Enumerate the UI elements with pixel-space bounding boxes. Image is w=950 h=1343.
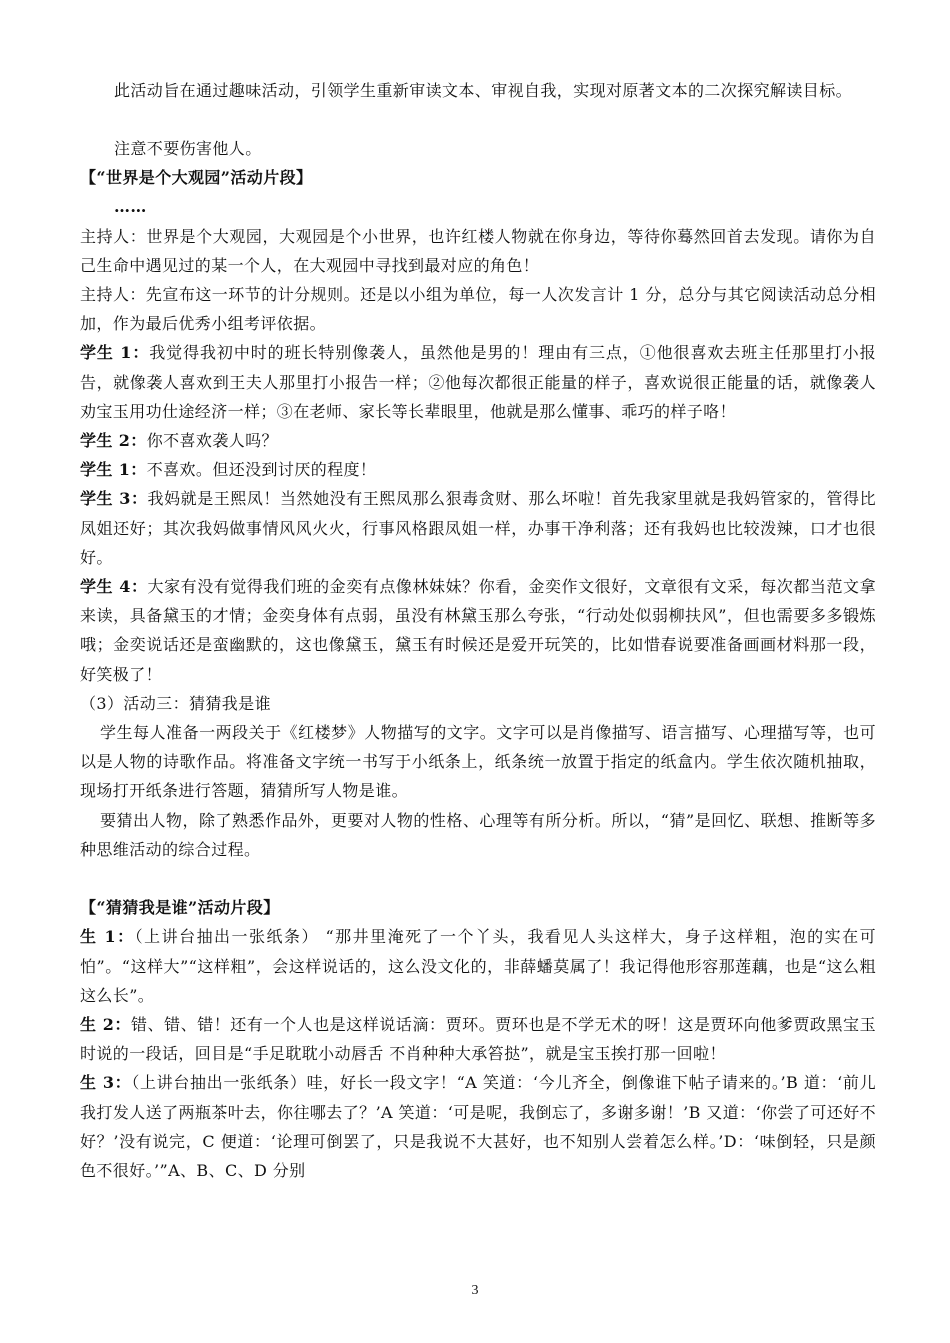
activity-3-description: 学生每人准备一两段关于《红楼梦》人物描写的文字。文字可以是肖像描写、语言描写、心理描写等，也可以是人物的诗歌作品。将准备文字统一书写于小纸条上，纸条统一放置于指定的纸盒内。学生依次随机抽取，现场打开纸条进行答题，猜猜所写人物是谁。 xyxy=(80,723,876,801)
dialogue-text: 你不喜欢袭人吗？ xyxy=(146,431,278,451)
caution-paragraph: 注意不要伤害他人。 xyxy=(114,139,262,158)
dialogue-line-student-1b xyxy=(80,455,876,484)
intro-paragraph: 此活动旨在通过趣味活动，引领学生重新审读文本、审视自我，实现对原著文本的二次探究解读目标。 xyxy=(114,81,853,100)
dialogue-line-guess-3 xyxy=(80,1068,876,1185)
dialogue-text: 世界是个大观园，大观园是个小世界，也许红楼人物就在你身边，等待你蓦然回首去发现。请你为自己生命中遇见过的某一个人，在大观园中寻找到最对应的角色！ xyxy=(80,226,876,275)
blank-line xyxy=(80,864,876,893)
dialogue-text: 大家有没有觉得我们班的金奕有点像林妹妹？你看，金奕作文很好，文章很有文采，每次都当范文拿来读，具备黛玉的才情；金奕身体有点弱，虽没有林黛玉那么夸张，“行动处似弱柳扶风”，但也需要多多锻炼哦；金奕说话还是蛮幽默的，这也像黛玉，黛玉有时候还是爱开玩笑的，比如惜春说要准备画画材料那一段，好笑极了！ xyxy=(80,577,876,684)
dialogue-text: 错、错、错！还有一个人也是这样说话滴：贾环。贾环也是不学无术的呀！这是贾环向他爹贾政黑宝玉时说的一段话，回目是“手足耽耽小动唇舌 不肖种种大承笞挞”，就是宝玉挨打那一回啦！ xyxy=(80,1015,876,1064)
dialogue-line-student-1a xyxy=(80,338,876,426)
activity-3-heading: （3）活动三：猜猜我是谁 xyxy=(80,693,271,713)
dialogue-line-host-2 xyxy=(80,280,876,338)
speaker-label: 生 2： xyxy=(80,1015,131,1035)
dialogue-line-host-1 xyxy=(80,222,876,280)
speaker-label: 学生 3： xyxy=(80,489,148,509)
speaker-label: 生 3： xyxy=(80,1073,132,1093)
dialogue-text: （上讲台抽出一张纸条）哇，好长一段文字！“A 笑道：‘今儿齐全，倒像谁下帖子请来的。’B 道：‘前儿我打发人送了两瓶茶叶去，你往哪去了？’A 笑道：‘可是呢，我倒忘了，多谢多谢！’B 又道：‘你尝了可还好不好？’没有说完，C 便道：‘论理可倒罢了，只是我说不大甚好，也不知别人尝着怎么样。’D：‘味倒轻，只是颜色不很好。’”A、B、C、D 分别 xyxy=(80,1073,876,1181)
dialogue-text: 我妈就是王熙凤！当然她没有王熙凤那么狠毒贪财、那么坏啦！首先我家里就是我妈管家的，管得比凤姐还好；其次我妈做事情风风火火，行事风格跟凤姐一样，办事干净利落；还有我妈也比较泼辣，口才也很好。 xyxy=(80,489,876,567)
speaker-label: 学生 2： xyxy=(80,431,147,451)
dialogue-text: （上讲台抽出一张纸条） “那井里淹死了一个丫头，我看见人头这样大，身子这样粗，泡的实在可怕”。“这样大”“这样粗”，会这样说话的，这么没文化的，非薛蟠莫属了！我记得他形容那莲藕，也是“这么粗这么长”。 xyxy=(80,927,876,1005)
dialogue-line-student-4 xyxy=(80,572,876,689)
dialogue-text: 我觉得我初中时的班长特别像袭人，虽然他是男的！理由有三点，①他很喜欢去班主任那里打小报告，就像袭人喜欢到王夫人那里打小报告一样；②他每次都很正能量的样子，喜欢说很正能量的话，就像袭人劝宝玉用功仕途经济一样；③在老师、家长等长辈眼里，他就是那么懂事、乖巧的样子咯！ xyxy=(80,343,876,421)
speaker-label: 生 1： xyxy=(80,927,135,947)
dialogue-line-guess-2 xyxy=(80,1010,876,1068)
dialogue-line-student-3 xyxy=(80,484,876,572)
dialogue-text: 不喜欢。但还没到讨厌的程度！ xyxy=(146,460,377,480)
speaker-label: 主持人： xyxy=(80,226,147,246)
section-heading-grand-view: 【“世界是个大观园”活动片段】 xyxy=(80,168,313,188)
dialogue-line-guess-1 xyxy=(80,922,876,1010)
speaker-label: 主持人： xyxy=(80,285,146,305)
ellipsis: …… xyxy=(114,197,147,217)
dialogue-line-student-2 xyxy=(80,426,876,455)
activity-3-explanation: 要猜出人物，除了熟悉作品外，更要对人物的性格、心理等有所分析。所以，“猜”是回忆、联想、推断等多种思维活动的综合过程。 xyxy=(80,810,876,859)
dialogue-text: 先宣布这一环节的计分规则。还是以小组为单位，每一人次发言计 1 分，总分与其它阅读活动总分相加，作为最后优秀小组考评依据。 xyxy=(80,285,876,334)
speaker-label: 学生 4： xyxy=(80,577,148,597)
page-number: 3 xyxy=(471,1283,479,1298)
body-flow xyxy=(80,134,876,1185)
section-heading-guess-who: 【“猜猜我是谁”活动片段】 xyxy=(80,898,280,918)
speaker-label: 学生 1： xyxy=(80,343,150,363)
speaker-label: 学生 1： xyxy=(80,460,147,480)
